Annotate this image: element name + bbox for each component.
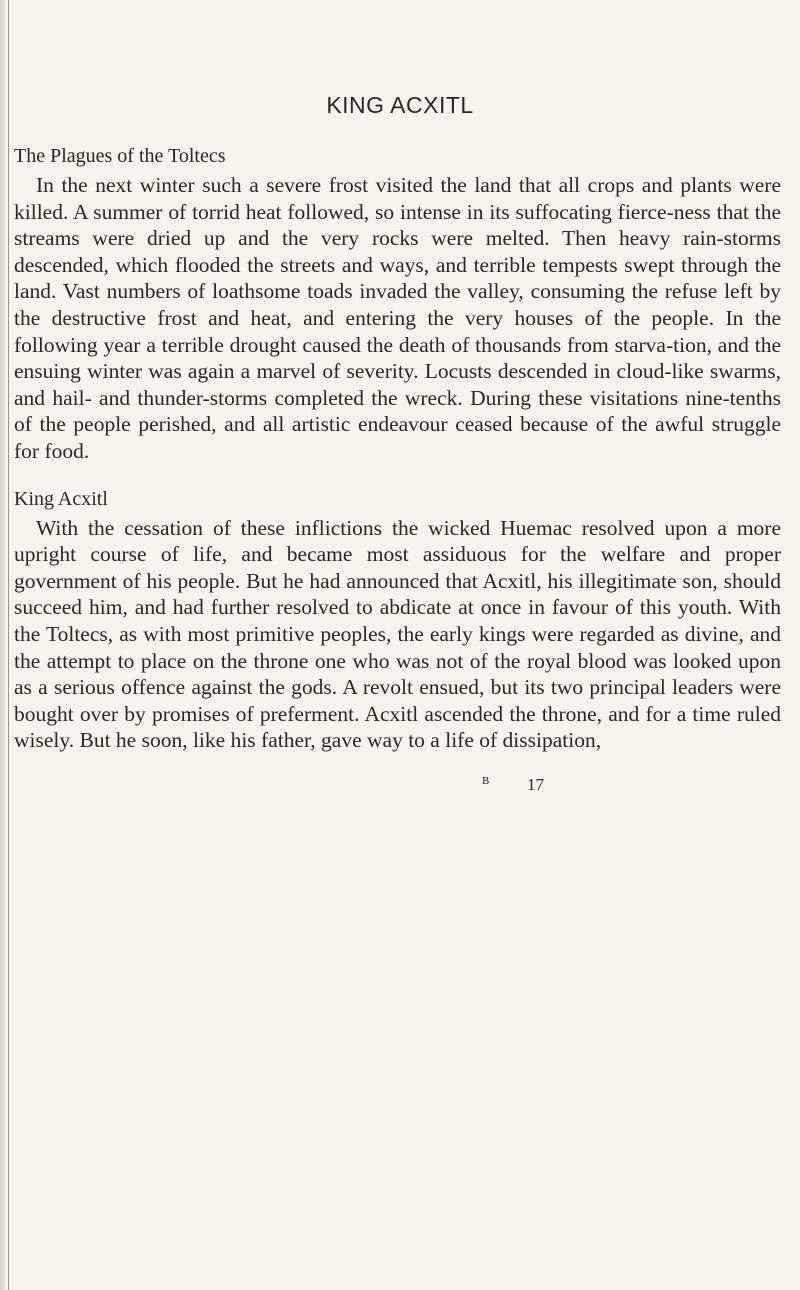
page-body xyxy=(14,144,781,754)
binding-edge-line xyxy=(8,0,9,1290)
paragraph-plagues: In the next winter such a severe frost visited the land that all crops and plants were killed. A summer of torrid heat followed, so intense in its suffocating fierce-ness that the streams were dried up and the very rocks were melted. Then heavy rain-storms descended, which flooded the streets and ways, and terrible tempests swept through the land. Vast numbers of loathsome toads invaded the valley, consuming the refuse left by the destructive frost and heat, and entering the very houses of the people. In the following year a terrible drought caused the death of thousands from starva-tion, and the ensuing winter was again a marvel of severity. Locusts descended in cloud-like swarms, and hail- and thunder-storms completed the wreck. During these visitations nine-tenths of the people perished, and all artistic endeavour ceased because of the awful struggle for food. xyxy=(14,173,781,463)
page-footer xyxy=(0,775,800,795)
running-head: KING ACXITL xyxy=(326,92,474,118)
signature-mark: B xyxy=(482,775,491,787)
section-king-acxitl xyxy=(14,487,781,754)
binding-gutter xyxy=(0,0,6,1290)
section-plagues xyxy=(14,144,781,465)
section-heading-king-acxitl: King Acxitl xyxy=(14,487,108,510)
section-heading-plagues: The Plagues of the Toltecs xyxy=(14,145,226,167)
page-number: 17 xyxy=(527,775,544,794)
paragraph-king-acxitl: With the cessation of these inflictions the wicked Huemac resolved upon a more upright course of life, and became most assiduous for the welfare and proper government of his people. But he had announced that Acxitl, his illegitimate son, should succeed him, and had further resolved to abdicate at once in favour of this youth. With the Toltecs, as with most primitive peoples, the early kings were regarded as divine, and the attempt to place on the throne one who was not of the royal blood was looked upon as a serious offence against the gods. A revolt ensued, but its two principal leaders were bought over by promises of preferment. Acxitl ascended the throne, and for a time ruled wisely. But he soon, like his father, gave way to a life of dissipation, xyxy=(14,515,781,753)
